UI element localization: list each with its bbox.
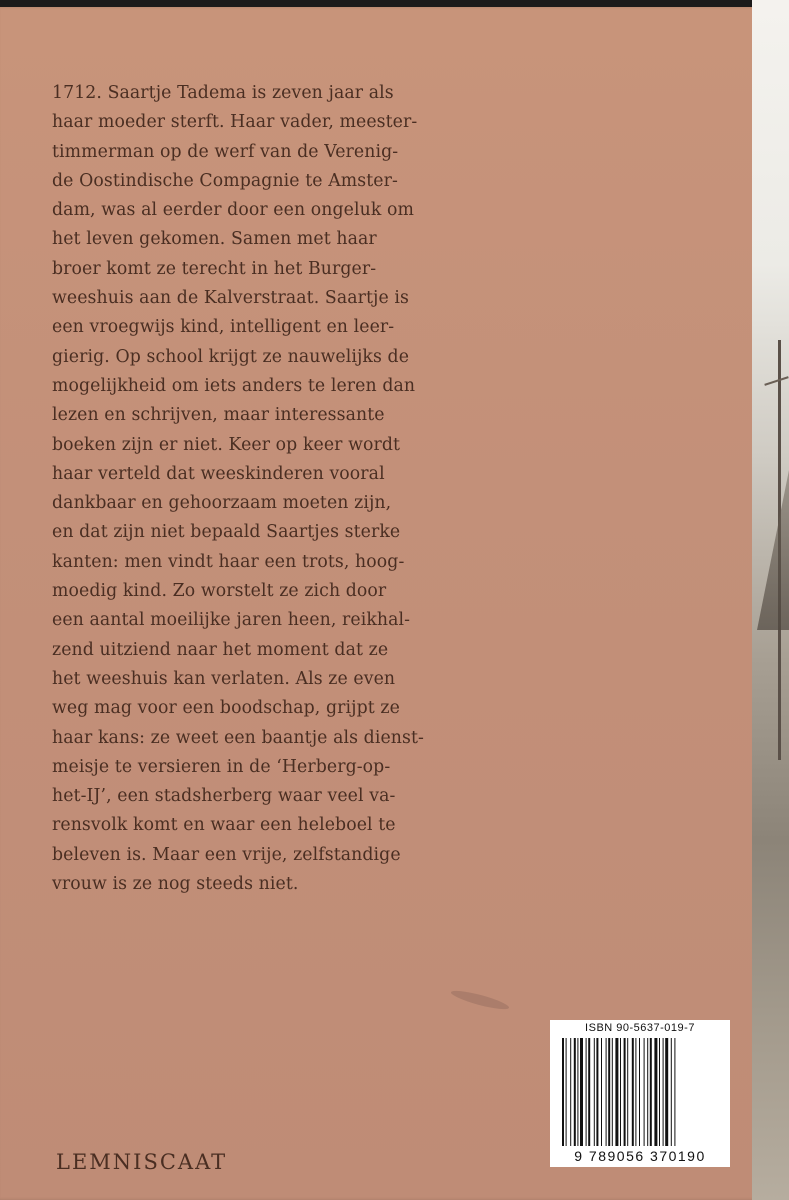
blurb-line: moedig kind. Zo worstelt ze zich door — [52, 581, 387, 602]
blurb-line: haar verteld dat weeskinderen vooral — [52, 463, 385, 484]
blurb-line: het leven gekomen. Samen met haar — [52, 229, 377, 250]
blurb-line: haar moeder sterft. Haar vader, meester- — [52, 112, 418, 133]
blurb-line: kanten: men vindt haar een trots, hoog- — [52, 551, 405, 572]
blurb-line: het weeshuis kan verlaten. Als ze even — [52, 668, 396, 689]
blurb-line: broer komt ze terecht in het Burger- — [52, 258, 377, 279]
blurb-line: weg mag voor een boodschap, grijpt ze — [52, 698, 400, 719]
blurb-line: mogelijkheid om iets anders te leren dan — [52, 375, 416, 396]
blurb-line: een aantal moeilijke jaren heen, reikhal- — [52, 610, 411, 631]
blurb-line: timmerman op de werf van de Verenig- — [52, 141, 399, 162]
isbn-label: ISBN 90-5637-019-7 — [585, 1022, 695, 1034]
blurb-line: 1712. Saartje Tadema is zeven jaar als — [52, 83, 394, 103]
blurb-line: en dat zijn niet bepaald Saartjes sterke — [52, 522, 401, 543]
blurb-line: dankbaar en gehoorzaam moeten zijn, — [52, 493, 392, 514]
blurb-line: dam, was al eerder door een ongeluk om — [52, 200, 415, 221]
blurb-line: meisje te versieren in de ‘Herberg-op- — [52, 756, 391, 777]
blurb-line: rensvolk komt en waar een heleboel te — [52, 815, 396, 836]
blurb-line: lezen en schrijven, maar interessante — [52, 405, 385, 426]
barcode-icon — [560, 1038, 720, 1148]
barcode-number: 9 789056 370190 — [574, 1148, 706, 1164]
blurb-line: gierig. Op school krijgt ze nauwelijks de — [52, 346, 410, 367]
blurb-line: vrouw is ze nog steeds niet. — [52, 874, 299, 895]
blurb-line: boeken zijn er niet. Keer op keer wordt — [52, 434, 401, 455]
blurb-text — [52, 79, 472, 899]
blurb-line: de Oostindische Compagnie te Amster- — [52, 170, 398, 191]
blurb-line: haar kans: ze weet een baantje als dienst- — [52, 727, 424, 748]
blurb-line: het-IJ’, een stadsherberg waar veel va- — [52, 786, 396, 807]
blurb-line: weeshuis aan de Kalverstraat. Saartje is — [52, 288, 409, 309]
blurb-line: beleven is. Maar een vrije, zelfstandige — [52, 844, 401, 865]
blurb-line: zend uitziend naar het moment dat ze — [52, 639, 389, 660]
isbn-barcode-label — [550, 1020, 730, 1167]
blurb-line: een vroegwijs kind, intelligent en leer- — [52, 317, 395, 338]
publisher-name: LEMNISCAAT — [56, 1150, 228, 1174]
